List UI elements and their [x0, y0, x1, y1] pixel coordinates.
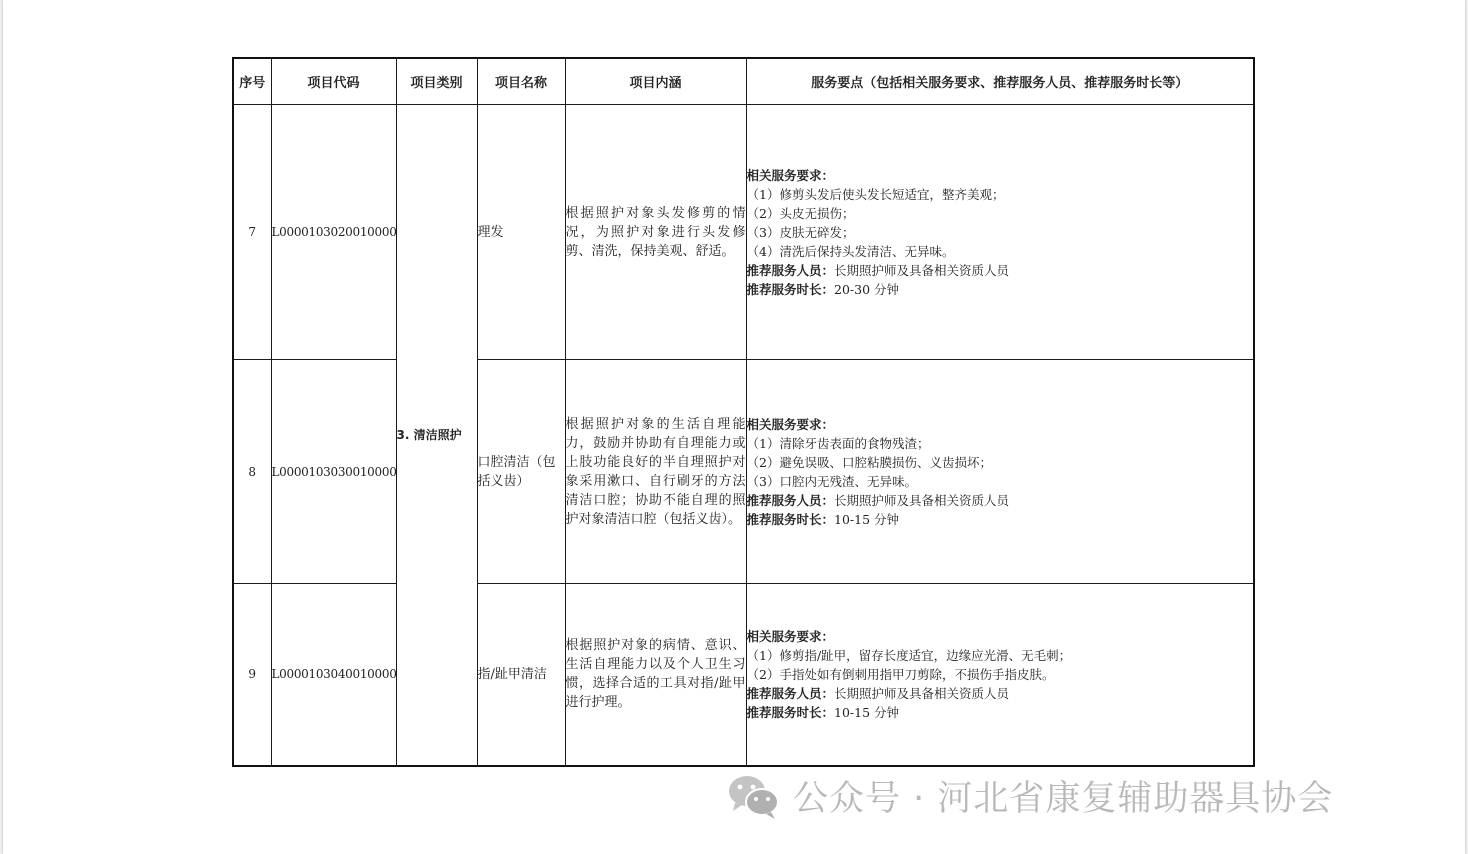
service-items-table [232, 57, 1255, 767]
staff-label: 推荐服务人员： [746, 685, 835, 701]
time-label: 推荐服务时长： [746, 511, 835, 527]
document-page [3, 0, 1465, 854]
cell-code: L0000103020010000 [271, 105, 396, 360]
header-category: 项目类别 [396, 58, 477, 105]
req-item: （2）避免误吸、口腔粘膜损伤、义齿损坏； [746, 454, 992, 470]
cell-seq: 7 [233, 105, 271, 360]
time-value: 20-30 分钟 [834, 281, 900, 297]
cell-points [746, 360, 1254, 584]
header-content: 项目内涵 [565, 58, 746, 105]
req-item: （1）修剪指/趾甲，留存长度适宜，边缘应光滑、无毛刺； [746, 647, 1072, 663]
table-row [233, 105, 1254, 360]
header-name: 项目名称 [477, 58, 565, 105]
time-label: 推荐服务时长： [746, 281, 835, 297]
watermark [725, 766, 1333, 826]
cell-name: 指/趾甲清洁 [477, 584, 565, 766]
req-item: （1）清除牙齿表面的食物残渣； [746, 435, 930, 451]
table-row [233, 584, 1254, 766]
header-points: 服务要点（包括相关服务要求、推荐服务人员、推荐服务时长等） [746, 58, 1254, 105]
header-code: 项目代码 [271, 58, 396, 105]
cell-seq: 9 [233, 584, 271, 766]
req-item: （2）手指处如有倒刺用指甲刀剪除，不损伤手指皮肤。 [746, 666, 1055, 682]
cell-content: 根据照护对象的生活自理能力，鼓励并协助有自理能力或上肢功能良好的半自理照护对象采用漱口、自行刷牙的方法清洁口腔；协助不能自理的照护对象清洁口腔（包括义齿）。 [565, 360, 746, 584]
watermark-text: 公众号 · 河北省康复辅助器具协会 [793, 779, 1334, 819]
req-item: （4）清洗后保持头发清洁、无异味。 [746, 243, 955, 259]
staff-value: 长期照护师及具备相关资质人员 [834, 685, 1010, 701]
req-item: （2）头皮无损伤； [746, 205, 855, 221]
staff-label: 推荐服务人员： [746, 492, 835, 508]
cell-seq: 8 [233, 360, 271, 584]
cell-content: 根据照护对象的病情、意识、生活自理能力以及个人卫生习惯，选择合适的工具对指/趾甲进行护理。 [565, 584, 746, 766]
cell-name: 口腔清洁（包括义齿） [477, 360, 565, 584]
cell-content: 根据照护对象头发修剪的情况，为照护对象进行头发修剪、清洗，保持美观、舒适。 [565, 105, 746, 360]
req-label: 相关服务要求： [746, 416, 835, 432]
req-label: 相关服务要求： [746, 628, 835, 644]
time-value: 10-15 分钟 [834, 704, 900, 720]
table-header-row [233, 58, 1254, 105]
time-value: 10-15 分钟 [834, 511, 900, 527]
wechat-icon [725, 771, 783, 821]
staff-value: 长期照护师及具备相关资质人员 [834, 262, 1010, 278]
table-row [233, 360, 1254, 584]
req-label: 相关服务要求： [746, 167, 835, 183]
cell-points [746, 105, 1254, 360]
staff-value: 长期照护师及具备相关资质人员 [834, 492, 1010, 508]
req-item: （3）皮肤无碎发； [746, 224, 855, 240]
req-item: （3）口腔内无残渣、无异味。 [746, 473, 917, 489]
staff-label: 推荐服务人员： [746, 262, 835, 278]
cell-code: L0000103030010000 [271, 360, 396, 584]
cell-category: 3. 清洁照护 [396, 105, 477, 766]
cell-code: L0000103040010000 [271, 584, 396, 766]
req-item: （1）修剪头发后使头发长短适宜，整齐美观； [746, 186, 1005, 202]
time-label: 推荐服务时长： [746, 704, 835, 720]
header-seq: 序号 [233, 58, 271, 105]
cell-points [746, 584, 1254, 766]
cell-name: 理发 [477, 105, 565, 360]
